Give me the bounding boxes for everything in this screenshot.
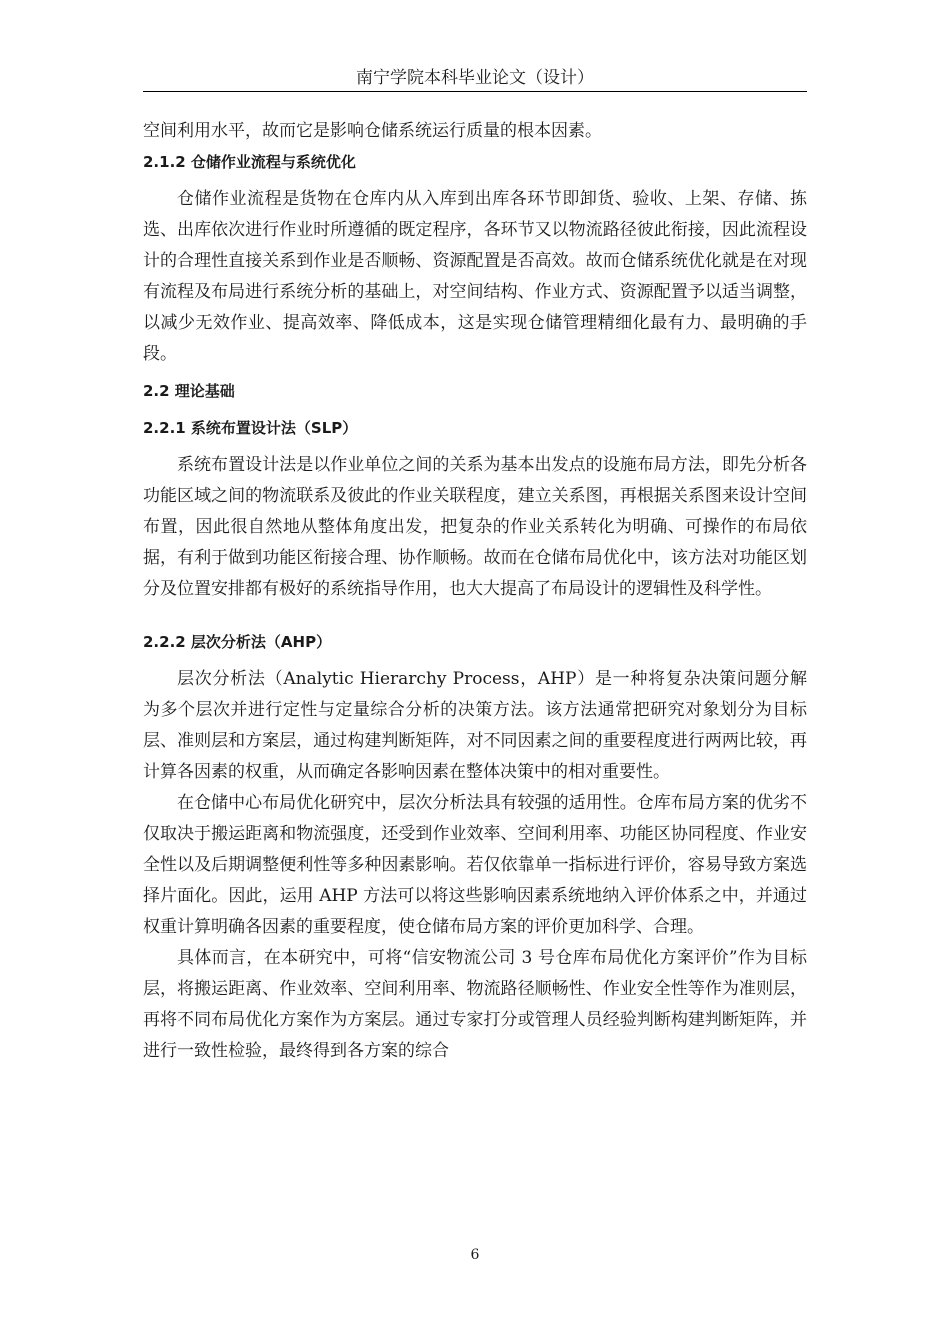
heading-2-2-1: 2.2.1 系统布置设计法（SLP） bbox=[143, 419, 358, 437]
page-body bbox=[143, 116, 807, 1067]
paragraph-continuation: 空间利用水平，故而它是影响仓储系统运行质量的根本因素。 bbox=[143, 121, 602, 141]
heading-2-2: 2.2 理论基础 bbox=[143, 382, 235, 400]
paragraph-workflow: 仓储作业流程是货物在仓库内从入库到出库各环节即卸货、验收、上架、存储、拣选、出库依次进行作业时所遵循的既定程序，各环节又以物流路径彼此衔接，因此流程设计的合理性直接关系到作业是否顺畅、资源配置是否高效。故而仓储系统优化就是在对现有流程及布局进行系统分析的基础上，对空间结构、作业方式、资源配置予以适当调整，以减少无效作业、提高效率、降低成本，这是实现仓储管理精细化最有力、最明确的手段。 bbox=[143, 189, 807, 364]
header-rule bbox=[143, 91, 807, 92]
paragraph-ahp-intro: 层次分析法（Analytic Hierarchy Process，AHP）是一种将复杂决策问题分解为多个层次并进行定性与定量综合分析的决策方法。该方法通常把研究对象划分为目标层、准则层和方案层，通过构建判断矩阵，对不同因素之间的重要程度进行两两比较，再计算各因素的权重，从而确定各影响因素在整体决策中的相对重要性。 bbox=[143, 669, 807, 782]
heading-2-1-2: 2.1.2 仓储作业流程与系统优化 bbox=[143, 153, 356, 171]
paragraph-ahp-specific: 具体而言，在本研究中，可将“信安物流公司 3 号仓库布局优化方案评价”作为目标层，将搬运距离、作业效率、空间利用率、物流路径顺畅性、作业安全性等作为准则层，再将不同布局优化方案作为方案层。通过专家打分或管理人员经验判断构建判断矩阵，并进行一致性检验，最终得到各方案的综合 bbox=[143, 948, 807, 1061]
paragraph-ahp-applicability: 在仓储中心布局优化研究中，层次分析法具有较强的适用性。仓库布局方案的优劣不仅取决于搬运距离和物流强度，还受到作业效率、空间利用率、功能区协同程度、作业安全性以及后期调整便利性等多种因素影响。若仅依靠单一指标进行评价，容易导致方案选择片面化。因此，运用 AHP 方法可以将这些影响因素系统地纳入评价体系之中，并通过权重计算明确各因素的重要程度，使仓储布局方案的评价更加科学、合理。 bbox=[143, 793, 807, 937]
page-number: 6 bbox=[470, 1247, 480, 1263]
paragraph-slp: 系统布置设计法是以作业单位之间的关系为基本出发点的设施布局方法，即先分析各功能区域之间的物流联系及彼此的作业关联程度，建立关系图，再根据关系图来设计空间布置，因此很自然地从整体角度出发，把复杂的作业关系转化为明确、可操作的布局依据，有利于做到功能区衔接合理、协作顺畅。故而在仓储布局优化中，该方法对功能区划分及位置安排都有极好的系统指导作用，也大大提高了布局设计的逻辑性及科学性。 bbox=[143, 455, 807, 599]
heading-2-2-2: 2.2.2 层次分析法（AHP） bbox=[143, 633, 332, 651]
page-header-title: 南宁学院本科毕业论文（设计） bbox=[356, 68, 594, 88]
